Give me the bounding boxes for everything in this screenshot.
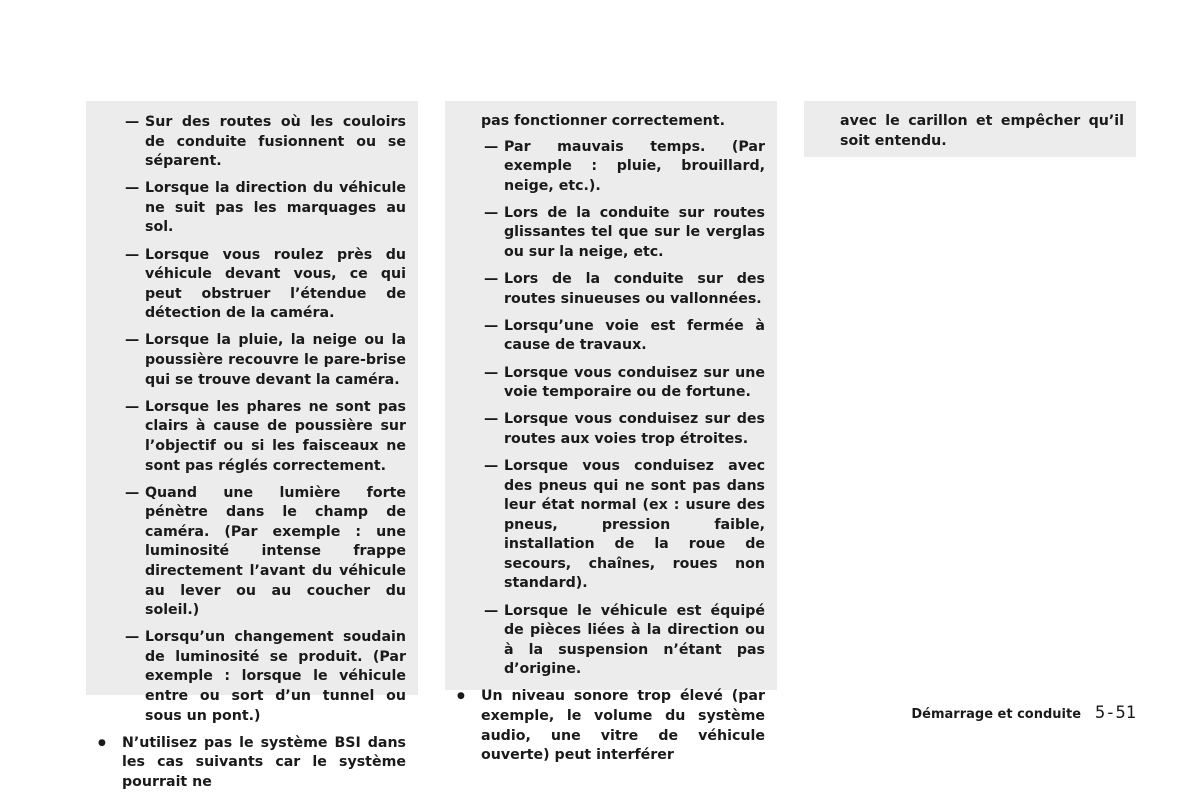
dash-marker: — <box>125 629 140 646</box>
dash-marker: — <box>484 204 499 221</box>
section-title: Démarrage et conduite <box>911 707 1082 722</box>
dash-marker: — <box>484 602 499 619</box>
bullet-paragraph: ● N’utilisez pas le système BSI dans les cas suivants car le système pourrait ne <box>98 734 406 790</box>
list-item: — Sur des routes où les couloirs de conduite fusionnent ou se séparent. <box>125 114 406 170</box>
dash-marker: — <box>125 180 140 197</box>
dash-marker: — <box>125 114 140 130</box>
column-1 <box>86 101 418 790</box>
page-footer <box>911 703 1136 723</box>
column-3 <box>804 101 1136 157</box>
list-item: — Par mauvais temps. (Par exemple : pluie, brouillard, neige, etc.). <box>484 138 765 194</box>
dash-marker: — <box>484 457 499 474</box>
dash-marker: — <box>484 271 499 288</box>
continuation-text: avec le carillon et empêcher qu’il soit entendu. <box>840 113 1124 149</box>
dash-marker: — <box>125 332 140 349</box>
list-item: — Lorsque les phares ne sont pas clairs à cause de poussière sur l’objectif ou si les faisceaux ne sont pas réglés correctement. <box>125 398 406 474</box>
list-item: — Lors de la conduite sur routes glissantes tel que sur le verglas ou sur la neige, etc. <box>484 204 765 261</box>
list-item: — Lorsque vous conduisez sur une voie temporaire ou de fortune. <box>484 364 765 401</box>
dash-marker: — <box>125 246 140 263</box>
dash-marker: — <box>484 411 499 428</box>
list-item: — Lorsque vous roulez près du véhicule devant vous, ce qui peut obstruer l’étendue de détection de la caméra. <box>125 246 406 322</box>
column-2 <box>445 101 777 764</box>
list-item: — Lorsqu’un changement soudain de luminosité se produit. (Par exemple : lorsque le véhicule entre ou sort d’un tunnel ou sous un pont.) <box>125 629 406 724</box>
list-item: — Lorsqu’une voie est fermée à cause de travaux. <box>484 317 765 354</box>
bullet-paragraph: ● Un niveau sonore trop élevé (par exemple, le volume du système audio, une vitre de véhicule ouverte) peut interférer <box>457 688 765 764</box>
page-number: 5-51 <box>1095 703 1136 723</box>
list-item: — Lorsque la pluie, la neige ou la poussière recouvre le pare-brise qui se trouve devant la caméra. <box>125 332 406 388</box>
bullet-icon: ● <box>457 691 465 702</box>
list-item: — Lorsque vous conduisez avec des pneus qui ne sont pas dans leur état normal (ex : usure des pneus, pression faible, installation de la roue de secours, chaînes, roues non standard). <box>484 457 765 592</box>
dash-marker: — <box>484 138 499 155</box>
bullet-icon: ● <box>98 737 106 748</box>
list-item: — Lorsque vous conduisez sur des routes aux voies trop étroites. <box>484 411 765 447</box>
dash-marker: — <box>125 484 140 501</box>
continuation-text: pas fonctionner correctement. <box>481 113 725 129</box>
list-item: — Lors de la conduite sur des routes sinueuses ou vallonnées. <box>484 271 765 307</box>
list-item: — Lorsque le véhicule est équipé de pièces liées à la direction ou à la suspension n’étant pas d’origine. <box>484 602 765 678</box>
list-item: — Quand une lumière forte pénètre dans le champ de caméra. (Par exemple : une luminosité intense frappe directement l’avant du véhicule au lever ou au coucher du soleil.) <box>125 484 406 619</box>
dash-marker: — <box>125 398 140 415</box>
dash-marker: — <box>484 317 499 334</box>
dash-marker: — <box>484 364 499 381</box>
list-item: — Lorsque la direction du véhicule ne suit pas les marquages au sol. <box>125 180 406 236</box>
